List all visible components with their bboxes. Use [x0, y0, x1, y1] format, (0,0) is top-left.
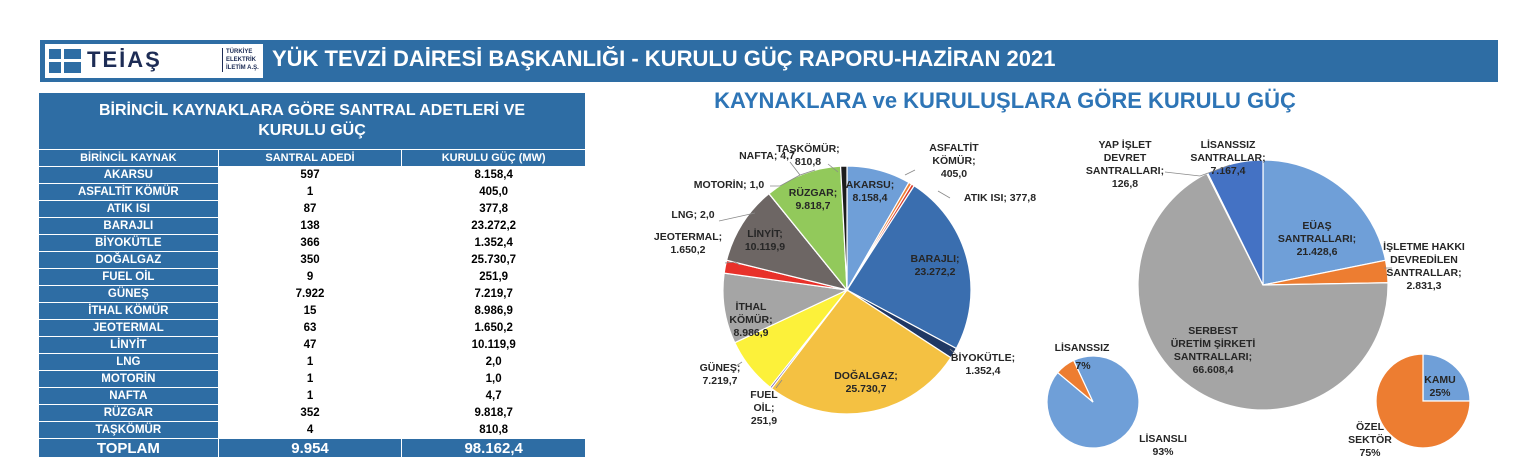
table-cell-count: 87: [218, 201, 402, 218]
table-caption: BİRİNCİL KAYNAKLARA GÖRE SANTRAL ADETLERİ VE KURULU GÜÇ: [39, 93, 586, 150]
table-cell-source: ASFALTİT KÖMÜR: [39, 184, 219, 201]
slice-label: LİNYİT; 10.119,9: [744, 228, 786, 253]
table-cell-source: DOĞALGAZ: [39, 252, 219, 269]
table-cell-capacity: 7.219,7: [402, 286, 586, 303]
slice-label: NAFTA; 4,7: [739, 150, 795, 162]
table-cell-count: 1: [218, 184, 402, 201]
table-cell-source: GÜNEŞ: [39, 286, 219, 303]
slice-label: 7%: [1075, 360, 1091, 372]
slice-label: ÖZEL SEKTÖR 75%: [1348, 421, 1392, 459]
slice-label: SERBEST ÜRETİM ŞİRKETİ SANTRALLARI; 66.608,4: [1170, 325, 1256, 376]
table-cell-count: 350: [218, 252, 402, 269]
table-cell-source: BİYOKÜTLE: [39, 235, 219, 252]
slice-label: EÜAŞ SANTRALLARI; 21.428,6: [1277, 220, 1357, 258]
column-header-capacity: KURULU GÜÇ (MW): [402, 150, 586, 167]
table-cell-count: 63: [218, 320, 402, 337]
slice-label: LİSANSLI 93%: [1139, 433, 1187, 458]
slice-label: AKARSU; 8.158,4: [845, 179, 895, 204]
table-cell-source: TAŞKÖMÜR: [39, 422, 219, 439]
table-cell-capacity: 8.158,4: [402, 167, 586, 184]
slice-label: KAMU 25%: [1424, 374, 1456, 399]
slice-label: YAP İŞLET DEVRET SANTRALLARI; 126,8: [1085, 139, 1165, 190]
table-cell-capacity: 810,8: [402, 422, 586, 439]
table-cell-count: 15: [218, 303, 402, 320]
charts-title: KAYNAKLARA ve KURULUŞLARA GÖRE KURULU GÜÇ: [714, 88, 1296, 113]
table-cell-capacity: 23.272,2: [402, 218, 586, 235]
slice-label: GÜNEŞ; 7.219,7: [699, 362, 741, 387]
table-cell-capacity: 405,0: [402, 184, 586, 201]
table-cell-count: 138: [218, 218, 402, 235]
table-cell-source: AKARSU: [39, 167, 219, 184]
table-cell-source: FUEL OİL: [39, 269, 219, 286]
slice-label: İŞLETME HAKKI DEVREDİLEN SANTRALLAR; 2.831,3: [1383, 241, 1465, 292]
slice-label: LİSANSSIZ SANTRALLAR; 7.167,4: [1190, 139, 1266, 177]
table-cell-count: 352: [218, 405, 402, 422]
table-cell-source: MOTORİN: [39, 371, 219, 388]
table-cell-capacity: 1,0: [402, 371, 586, 388]
table-cell-count: 1: [218, 388, 402, 405]
slice-label: LNG; 2,0: [671, 209, 715, 221]
slice-label: JEOTERMAL; 1.650,2: [653, 231, 723, 256]
slice-label: İTHAL KÖMÜR; 8.986,9: [729, 301, 773, 339]
slice-label: MOTORİN; 1,0: [693, 179, 765, 191]
column-header-count: SANTRAL ADEDİ: [218, 150, 402, 167]
slice-label: DOĞALGAZ; 25.730,7: [834, 370, 898, 395]
table-cell-source: LNG: [39, 354, 219, 371]
table-cell-capacity: 10.119,9: [402, 337, 586, 354]
slice-label: BARAJLI; 23.272,2: [910, 253, 960, 278]
table-cell-source: BARAJLI: [39, 218, 219, 235]
total-capacity: 98.162,4: [402, 439, 586, 458]
table-cell-capacity: 377,8: [402, 201, 586, 218]
table-cell-source: RÜZGAR: [39, 405, 219, 422]
table-cell-capacity: 25.730,7: [402, 252, 586, 269]
table-cell-count: 366: [218, 235, 402, 252]
column-header-source: BİRİNCİL KAYNAK: [39, 150, 219, 167]
table-cell-count: 7.922: [218, 286, 402, 303]
slice-label: FUEL OİL; 251,9: [750, 389, 778, 427]
table-cell-count: 47: [218, 337, 402, 354]
table-cell-source: LİNYİT: [39, 337, 219, 354]
table-cell-source: JEOTERMAL: [39, 320, 219, 337]
slice-label: TAŞKÖMÜR; 810,8: [776, 143, 840, 168]
table-cell-capacity: 2,0: [402, 354, 586, 371]
table-cell-source: İTHAL KÖMÜR: [39, 303, 219, 320]
slice-label: ASFALTİT KÖMÜR; 405,0: [929, 142, 979, 180]
total-count: 9.954: [218, 439, 402, 458]
table-cell-count: 1: [218, 354, 402, 371]
table-cell-capacity: 8.986,9: [402, 303, 586, 320]
leader-line: [905, 170, 915, 175]
slice-label: LİSANSSIZ: [1054, 342, 1110, 354]
table-cell-capacity: 9.818,7: [402, 405, 586, 422]
table-cell-capacity: 1.352,4: [402, 235, 586, 252]
table-cell-count: 9: [218, 269, 402, 286]
leader-line: [938, 191, 950, 198]
logo-name: TEİAŞ: [87, 47, 162, 72]
table-cell-capacity: 251,9: [402, 269, 586, 286]
table-cell-capacity: 4,7: [402, 388, 586, 405]
page-title: YÜK TEVZİ DAİRESİ BAŞKANLIĞI - KURULU GÜÇ RAPORU-HAZİRAN 2021: [272, 46, 1056, 71]
slice-label: RÜZGAR; 9.818,7: [788, 187, 838, 212]
total-label: TOPLAM: [39, 439, 219, 458]
table-cell-source: NAFTA: [39, 388, 219, 405]
slice-label: BİYOKÜTLE; 1.352,4: [950, 352, 1016, 377]
table-cell-capacity: 1.650,2: [402, 320, 586, 337]
slice-label: ATIK ISI; 377,8: [963, 192, 1037, 204]
logo-subtitle: TÜRKİYE ELEKTRİK İLETİM A.Ş.: [222, 48, 260, 72]
table-cell-count: 597: [218, 167, 402, 184]
table-cell-count: 1: [218, 371, 402, 388]
table-cell-count: 4: [218, 422, 402, 439]
table-cell-source: ATIK ISI: [39, 201, 219, 218]
